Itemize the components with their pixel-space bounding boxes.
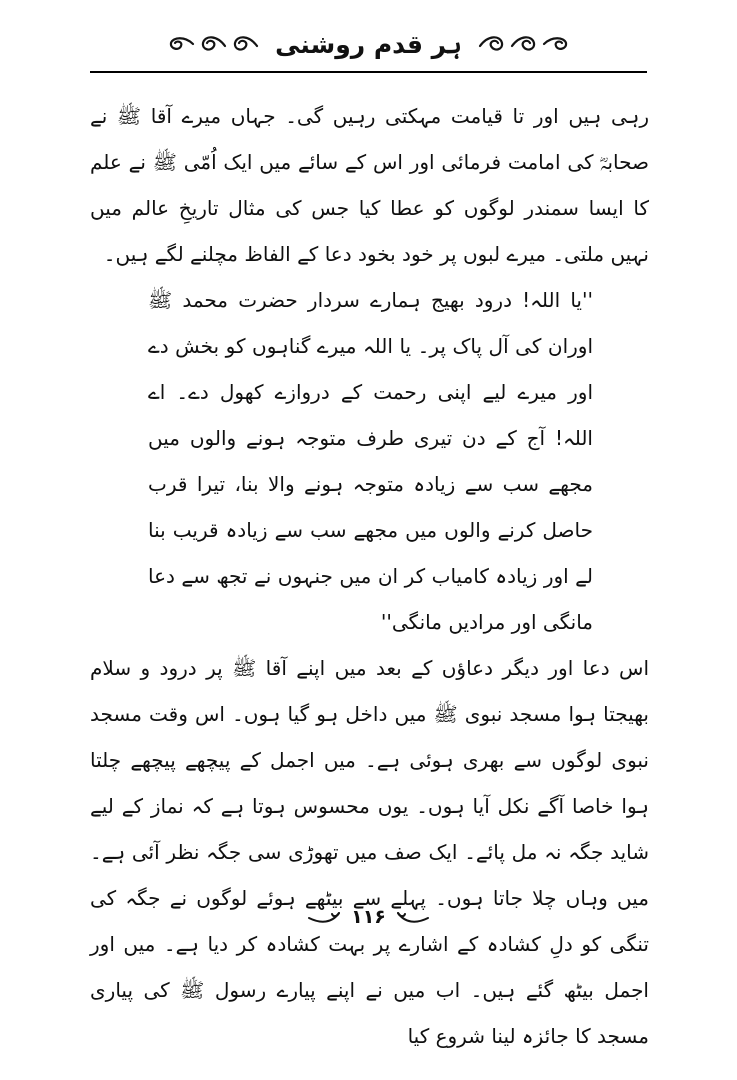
page-number: ۱۱۶ [351, 906, 386, 928]
header-flourish-right-icon [478, 29, 574, 59]
footer-flourish-right-icon [396, 910, 430, 926]
header-rule [90, 71, 647, 73]
page-header [0, 0, 737, 73]
book-title: ہر قدم روشنی [275, 29, 462, 59]
paragraph-1: رہی ہیں اور تا قیامت مہکتی رہیں گی۔ جہاں میرے آقا ﷺ نے صحابہؓ کی امامت فرمائی اور اس کے سائے میں ایک اُمّی ﷺ نے علم کا ایسا سمندر لوگوں کو عطا کیا جس کی مثال تاریخِ عالم میں نہیں ملتی۔ میرے لبوں پر خود بخود دعا کے الفاظ مچلنے لگے ہیں۔ [90, 104, 649, 266]
footer-flourish-left-icon [307, 910, 341, 926]
paragraph-2: اس دعا اور دیگر دعاؤں کے بعد میں اپنے آقا ﷺ پر درود و سلام بھیجتا ہوا مسجد نبوی ﷺ میں داخل ہو گیا ہوں۔ اس وقت مسجد نبوی لوگوں سے بھری ہوئی ہے۔ میں اجمل کے پیچھے پیچھے چلتا ہوا خاصا آگے نکل آیا ہوں۔ یوں محسوس ہوتا ہے کہ نماز کے لیے شاید جگہ نہ مل پائے۔ ایک صف میں تھوڑی سی جگہ نظر آئی ہے۔ میں وہاں چلا جاتا ہوں۔ پہلے سے بیٹھے ہوئے لوگوں نے جگہ کی تنگی کو دلِ کشادہ کے اشارے پر بہت کشادہ کر دیا ہے۔ میں اور اجمل بیٹھ گئے ہیں۔ اب میں نے اپنے پیارے رسول ﷺ کی پیاری مسجد کا جائزہ لینا شروع کیا [90, 656, 649, 1048]
prayer-quote: ''یا اللہ! درود بھیج ہمارے سردار حضرت محمد ﷺ اوران کی آل پاک پر۔ یا اللہ میرے گناہوں کو بخش دے اور میرے لیے اپنی رحمت کے دروازے کھول دے۔ اے اللہ! آج کے دن تیری طرف متوجہ ہونے والوں میں مجھے سب سے زیادہ متوجہ ہونے والا بنا، تیرا قرب حاصل کرنے والوں میں مجھے سب سے زیادہ قریب بنا لے اور زیادہ کامیاب کر ان میں جنہوں نے تجھ سے دعا مانگی اور مرادیں مانگی'' [148, 288, 593, 634]
page-footer [0, 908, 737, 927]
header-title-row [0, 24, 737, 64]
header-flourish-left-icon [163, 29, 259, 59]
